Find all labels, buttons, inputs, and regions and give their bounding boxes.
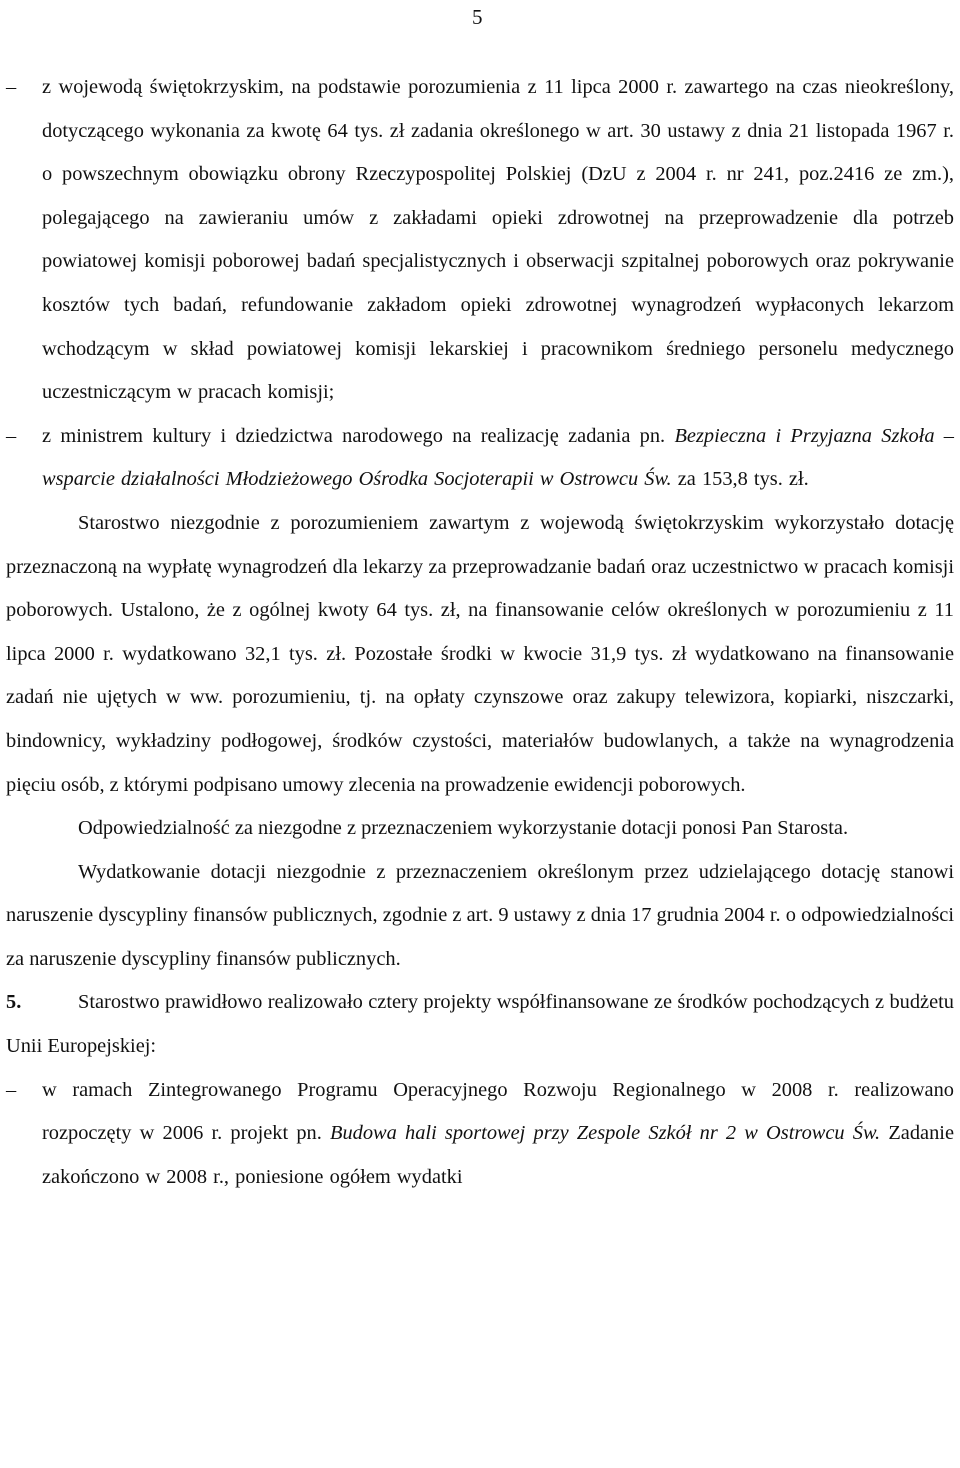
bullet-dash: – (6, 76, 17, 98)
bullet-text: w ramach Zintegrowanego Programu Operacyjnego Rozwoju Regionalnego w 2008 r. realizowano rozpoczęty w 2006 r. projekt pn. (42, 1078, 954, 1145)
paragraph-findings: Starostwo niezgodnie z porozumieniem zawartym z wojewodą świętokrzyskim wykorzystało dotację przeznaczoną na wypłatę wynagrodzeń dla lekarzy za przeprowadzanie badań oraz uczestnictwo w pracach komisji poborowych. Ustalono, że z ogólnej kwoty 64 tys. zł, na finansowanie celów określonych w porozumieniu z 11 lipca 2000 r. wydatkowano 32,1 tys. zł. Pozostałe środki w kwocie 31,9 tys. zł wydatkowano na finansowanie zadań nie ujętych w ww. porozumieniu, tj. na opłaty czynszowe oraz zakupy telewizora, kopiarki, niszczarki, bindownicy, wykładziny podłogowej, środków czystości, materiałów budowlanych, a także na wynagrodzenia pięciu osób, z którymi podpisano umowy zlecenia na prowadzenie ewidencji poborowych. (6, 511, 954, 796)
section-text: Starostwo prawidłowo realizowało cztery projekty współfinansowane ze środków pochodzących z budżetu Unii Europejskiej: (6, 991, 954, 1058)
paragraph-discipline: Wydatkowanie dotacji niezgodnie z przeznaczeniem określonym przez udzielającego dotację stanowi naruszenie dyscypliny finansów publicznych, zgodnie z art. 9 ustawy z dnia 17 grudnia 2004 r. o odpowiedzialności za naruszenie dyscypliny finansów publicznych. (6, 860, 954, 970)
project-title: Bezpieczna i Przyjazna Szkoła – wsparcie działalności Młodzieżowego Ośrodka Socjoterapii w Ostrowcu Św. (42, 424, 955, 491)
document-body (6, 66, 954, 1199)
project-title: Budowa hali sportowej przy Zespole Szkół nr 2 w Ostrowcu Św. (330, 1122, 881, 1145)
bullet-text-end: za 153,8 tys. zł. (671, 468, 809, 491)
bullet-text: z ministrem kultury i dziedzictwa narodowego na realizację zadania pn. (42, 424, 675, 447)
bullet-item-agreement-minister (6, 415, 954, 502)
bullet-dash: – (6, 1078, 17, 1101)
bullet-dash: – (6, 424, 17, 447)
paragraph-responsibility: Odpowiedzialność za niezgodne z przeznaczeniem wykorzystanie dotacji ponosi Pan Starosta. (78, 817, 849, 840)
bullet-text: z wojewodą świętokrzyskim, na podstawie porozumienia z 11 lipca 2000 r. zawartego na czas nieokreślony, dotyczącego wykonania za kwotę 64 tys. zł zadania określonego w art. 30 ustawy z dnia 21 listopada 1967 r. o powszechnym obowiązku obrony Rzeczypospolitej Polskiej (DzU z 2004 r. nr 241, poz.2416 ze zm.), polegającego na zawieraniu umów z zakładami opieki zdrowotnej na przeprowadzenie dla potrzeb powiatowej komisji poborowej badań specjalistycznych i obserwacji szpitalnej poborowych oraz pokrywanie kosztów tych badań, refundowanie zakładom opieki zdrowotnej wynagrodzeń wypłaconych lekarzom wchodzącym w skład powiatowej komisji lekarskiej i pracownikom średniego personelu medycznego uczestniczącym w pracach komisji; (42, 76, 954, 404)
section-5 (6, 981, 954, 1068)
bullet-item-agreement-voivode (6, 66, 954, 415)
bullet-item-zporr-project (6, 1069, 954, 1200)
bullet-text-end: Zadanie zakończono w 2008 r., poniesione ogółem wydatki (42, 1122, 955, 1188)
page-number: 5 (472, 5, 483, 29)
section-number: 5. (6, 991, 22, 1014)
